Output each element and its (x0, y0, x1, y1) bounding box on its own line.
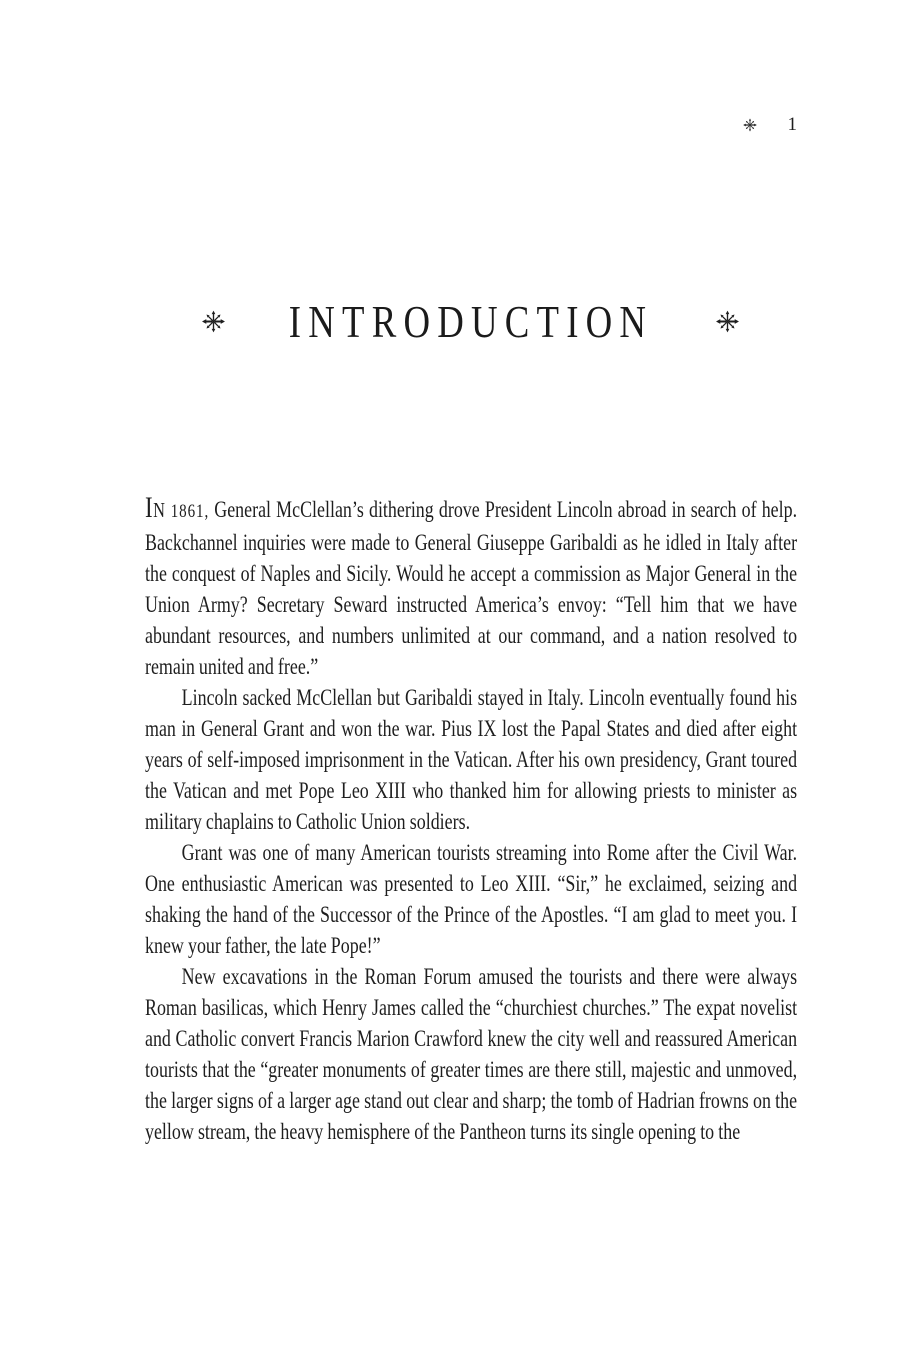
body-text (145, 494, 797, 1147)
chapter-title: INTRODUCTION (288, 296, 654, 347)
paragraph: Grant was one of many American tourists streaming into Rome after the Civil War. One enthusiastic American was presented to Leo XIII. “Sir,” he exclaimed, seizing and shaking the hand of the Successor of the Prince of the Apostles. “I am glad to meet you. I knew your father, the late Pope!” (145, 840, 798, 958)
paragraph: New excavations in the Roman Forum amused the tourists and there were always Roman basilicas, which Henry James called the “churchiest churches.” The expat novelist and Catholic convert Francis Marion Crawford knew the city well and reassured American tourists that the “greater monuments of greater times are there still, majestic and unmoved, the larger signs of a larger age stand out clear and sharp; the tomb of Hadrian frowns on the yellow stream, the heavy hemisphere of the Pantheon turns its single opening to the (145, 964, 798, 1144)
page-number: 1 (787, 114, 798, 135)
running-head (742, 114, 799, 136)
paragraph: In 1861, General McClellan’s dithering drove President Lincoln abroad in search of help. Backchannel inquiries were made to General Giuseppe Garibaldi as he idled in Italy after the conquest of Naples and Sicily. Would he accept a commission as Major General in the Union Army? Secretary Seward instructed America’s envoy: “Tell him that we have abundant resources, and numbers unlimited at our command, and a nation resolved to remain united and free.” (145, 492, 798, 679)
lead-in-small-caps: In (145, 492, 166, 524)
title-ornament-left-icon (200, 308, 227, 335)
snowflake-ornament-icon (742, 117, 758, 133)
title-ornament-right-icon (714, 308, 741, 335)
paragraph: Lincoln sacked McClellan but Garibaldi stayed in Italy. Lincoln eventually found his man in General Grant and won the war. Pius IX lost the Papal States and died after eight years of self-imposed imprisonment in the Vatican. After his own presidency, Grant toured the Vatican and met Pope Leo XIII who thanked him for allowing priests to minister as military chaplains to Catholic Union soldiers. (145, 685, 798, 834)
chapter-title-area (145, 294, 797, 350)
lead-in-figures: 1861, (165, 501, 210, 522)
